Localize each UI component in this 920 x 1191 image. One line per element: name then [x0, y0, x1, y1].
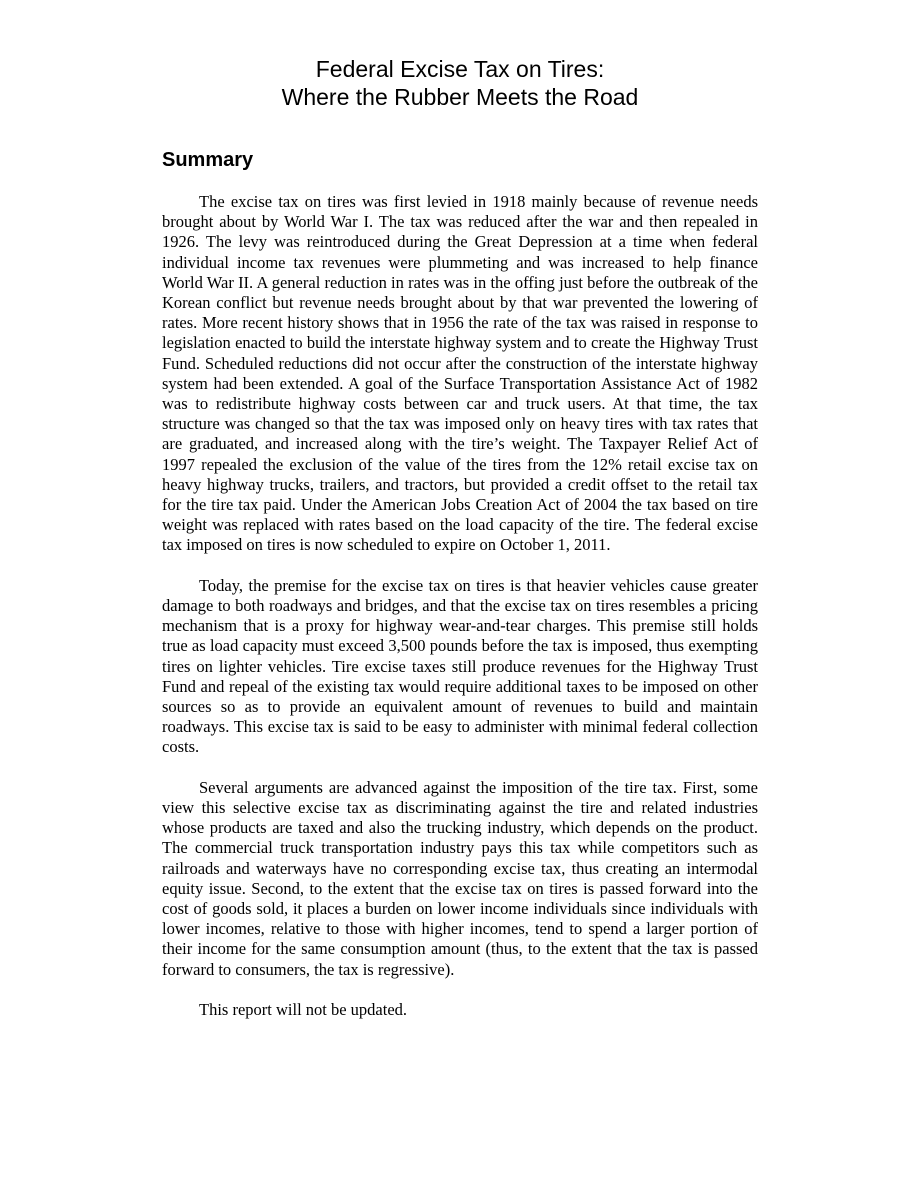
paragraph-update-note: This report will not be updated.	[199, 1000, 408, 1020]
title-line-2: Where the Rubber Meets the Road	[281, 84, 639, 110]
summary-body	[162, 192, 758, 1040]
document-title	[0, 55, 920, 111]
paragraph-arguments: Several arguments are advanced against the imposition of the tire tax. First, some view this selective excise tax as discriminating against the tire and related industries whose products are taxed and also the trucking industry, which depends on the product. The commercial truck transportation industry pays this tax while competitors such as railroads and waterways have no corresponding excise tax, thus creating an intermodal equity issue. Second, to the extent that the excise tax on tires is passed forward into the cost of goods sold, it places a burden on lower income individuals since individuals with lower incomes, relative to those with higher incomes, tend to spend a larger portion of their income for the same consumption amount (thus, to the extent that the tax is passed forward to consumers, the tax is regressive).	[162, 777, 758, 979]
paragraph-premise: Today, the premise for the excise tax on tires is that heavier vehicles cause greater damage to both roadways and bridges, and that the excise tax on tires resembles a pricing mechanism that is a proxy for highway wear-and-tear charges. This premise still holds true as load capacity must exceed 3,500 pounds before the tax is imposed, thus exempting tires on lighter vehicles. Tire excise taxes still produce revenues for the Highway Trust Fund and repeal of the existing tax would require additional taxes to be imposed on other sources so as to provide an equivalent amount of revenues to build and maintain roadways. This excise tax is said to be easy to administer with minimal federal collection costs.	[162, 575, 758, 757]
section-heading: Summary	[162, 149, 254, 171]
paragraph-history: The excise tax on tires was first levied in 1918 mainly because of revenue needs brought about by World War I. The tax was reduced after the war and then repealed in 1926. The levy was reintroduced during the Great Depression at a time when federal individual income tax revenues were plummeting and was increased to help finance World War II. A general reduction in rates was in the offing just before the outbreak of the Korean conflict but revenue needs brought about by that war prevented the lowering of rates. More recent history shows that in 1956 the rate of the tax was raised in response to legislation enacted to build the interstate highway system and to create the Highway Trust Fund. Scheduled reductions did not occur after the construction of the interstate highway system had been extended. A goal of the Surface Transportation Assistance Act of 1982 was to redistribute highway costs between car and truck users. At that time, the tax structure was changed so that the tax was imposed only on heavy tires with tax rates that are graduated, and increased along with the tire’s weight. The Taxpayer Relief Act of 1997 repealed the exclusion of the value of the tires from the 12% retail excise tax on heavy highway trucks, trailers, and tractors, but provided a credit offset to the retail tax for the tire tax paid. Under the American Jobs Creation Act of 2004 the tax based on tire weight was replaced with rates based on the load capacity of the tire. The federal excise tax imposed on tires is now scheduled to expire on October 1, 2011.	[162, 192, 758, 555]
title-line-1: Federal Excise Tax on Tires:	[315, 56, 605, 82]
